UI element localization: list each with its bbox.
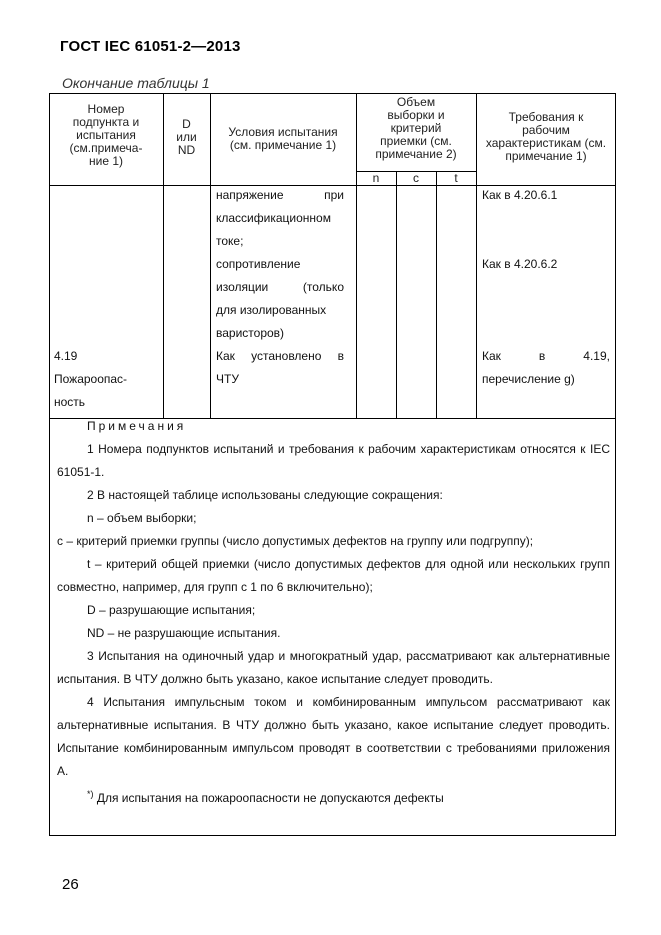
test-number-cell <box>54 345 159 414</box>
requirement-2: Как в 4.20.6.2 <box>482 257 558 271</box>
page-number: 26 <box>62 876 79 893</box>
note-abbrev-n: n – объем выборки; <box>87 511 197 525</box>
subheader-c: c <box>413 171 419 185</box>
note-1: 1 Номера подпунктов испытаний и требования к рабочим характеристикам относятся к IEC 61051-1. <box>57 442 610 479</box>
footnote <box>57 783 610 810</box>
header-line: Номер <box>87 102 125 116</box>
notes-title: Примечания <box>87 419 187 433</box>
note-4: 4 Испытания импульсным током и комбинированным импульсом рассматривают как альтернативные испытания. В ЧТУ должно быть указано, какое испытание следует проводить. Испытание комбинированным импульсом проводят в соответствии с требованиями приложения А. <box>57 695 610 778</box>
subheader-n: n <box>372 171 380 185</box>
header-line: подпункта и <box>72 115 140 129</box>
header-line: Требования к <box>508 110 584 124</box>
test-name-line: ность <box>54 395 86 409</box>
header-line: рабочим <box>522 123 570 137</box>
header-requirements <box>476 111 616 163</box>
footnote-mark: *) <box>87 789 94 799</box>
document-title: ГОСТ IEC 61051-2—2013 <box>60 38 241 55</box>
condition-line: токе; <box>216 234 244 248</box>
test-number: 4.19 <box>54 349 78 363</box>
header-d-nd <box>163 118 210 157</box>
condition-line: изоляции (только <box>216 280 344 294</box>
header-line: (см. примечание 1) <box>229 138 337 152</box>
subheader-t: t <box>454 171 458 185</box>
requirement-3 <box>482 345 610 391</box>
header-test-conditions <box>210 126 356 152</box>
requirement-1: Как в 4.20.6.1 <box>482 188 558 202</box>
header-sample-size <box>356 96 476 161</box>
header-line: ND <box>177 143 196 157</box>
condition-line: для изолированных <box>216 303 327 317</box>
header-line: критерий <box>390 121 442 135</box>
condition-line: ЧТУ <box>216 372 239 386</box>
header-line: D <box>182 117 191 131</box>
header-line: (см.примеча- <box>69 141 143 155</box>
requirement-line: Как в 4.19, <box>482 349 610 363</box>
table-caption: Окончание таблицы 1 <box>62 75 210 91</box>
condition-line: сопротивление <box>216 257 301 271</box>
footnote-text: Для испытания на пожароопасности не допускаются дефекты <box>96 791 444 805</box>
note-abbrev-t: t – критерий общей приемки (число допустимых дефектов для одной или нескольких групп совместно, например, для групп с 1 по 6 включительно); <box>57 557 610 594</box>
note-2: 2 В настоящей таблице использованы следующие сокращения: <box>87 488 443 502</box>
header-line: примечание 2) <box>375 147 457 161</box>
condition-line: напряжение при <box>216 188 344 202</box>
test-name-line: Пожароопас- <box>54 372 128 386</box>
condition-line: Как установлено в <box>216 349 344 363</box>
header-line: Условия испытания <box>228 125 338 139</box>
note-abbrev-nd: ND – не разрушающие испытания. <box>87 626 281 640</box>
col-divider-5 <box>436 171 437 418</box>
header-line: Объем <box>396 95 436 109</box>
requirement-line: перечисление g) <box>482 372 575 386</box>
header-line: характеристикам (см. <box>485 136 607 150</box>
header-line: или <box>176 130 197 144</box>
header-line: приемки (см. <box>380 134 452 148</box>
note-3: 3 Испытания на одиночный удар и многократный удар, рассматривают как альтернативные испытания. В ЧТУ должно быть указано, какое испытание следует проводить. <box>57 649 610 686</box>
note-abbrev-d: D – разрушающие испытания; <box>87 603 256 617</box>
col-divider-4 <box>396 171 397 418</box>
header-line: ние 1) <box>88 154 123 168</box>
condition-line: варисторов) <box>216 326 285 340</box>
header-line: испытания <box>76 128 136 142</box>
header-test-number <box>49 103 163 168</box>
condition-line: классификационном <box>216 211 331 225</box>
notes-section <box>57 415 610 810</box>
conditions-cell <box>216 184 344 391</box>
note-abbrev-c: с – критерий приемки группы (число допустимых дефектов на группу или подгруппу); <box>57 534 534 548</box>
header-line: примечание 1) <box>505 149 587 163</box>
header-line: выборки и <box>387 108 445 122</box>
